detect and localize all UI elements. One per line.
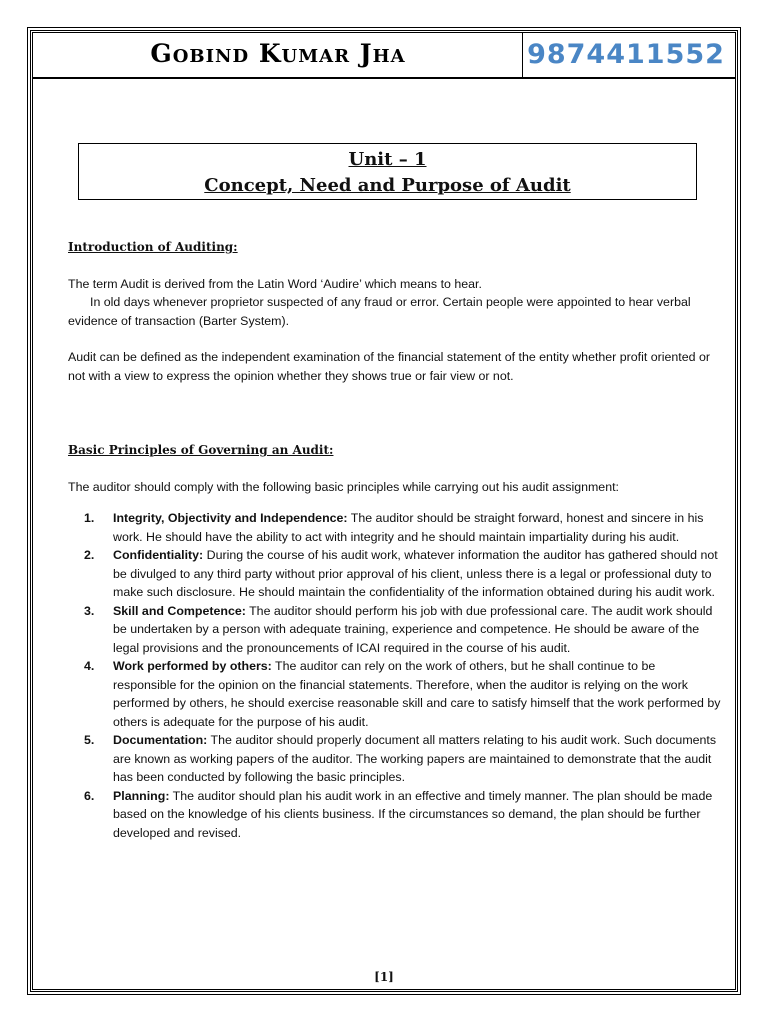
- document-body: [68, 238, 722, 842]
- list-item: [68, 546, 722, 602]
- item-term: Planning:: [113, 788, 170, 803]
- item-text: The auditor can rely on the work of others, but he shall continue to be responsible for the opinion on the financial statements. Therefore, when the auditor is relying on the work performed by others, he should exercise reasonable skill and care to satisfy himself that the work performed by others is adequate for the purpose of his audit.: [113, 659, 721, 729]
- item-number: 2.: [84, 548, 95, 562]
- item-number: 1.: [84, 511, 95, 525]
- list-item: [68, 509, 722, 546]
- author-name: Gobind Kumar Jha: [150, 39, 406, 68]
- unit-title: Unit – 1: [348, 149, 427, 170]
- item-term: Documentation:: [113, 733, 208, 747]
- item-number: 3.: [84, 603, 95, 618]
- item-number: 4.: [84, 659, 95, 673]
- page-header: [33, 33, 735, 79]
- intro-paragraph-3: Audit can be defined as the independent examination of the financial statement of the entity whether profit oriented or not with a view to express the opinion whether they shows true or fair view or not.: [68, 350, 710, 383]
- item-text: The auditor should plan his audit work in an effective and timely manner. The plan should be made based on the knowledge of his clients business. If the circumstances so demand, the plan should be further developed and revised.: [113, 788, 713, 840]
- intro-paragraph-1: The term Audit is derived from the Latin Word ‘Audire’ which means to hear.: [68, 276, 482, 291]
- list-item: [68, 657, 722, 731]
- principles-list: [68, 509, 722, 842]
- item-text: During the course of his audit work, whatever information the auditor has gathered should not be divulged to any third party without prior approval of his client, unless there is a legal or professional duty to make such disclosure. He should maintain the confidentiality of the information obtained during his audit work.: [113, 548, 718, 599]
- list-item: [68, 731, 722, 787]
- item-text: The auditor should properly document all matters relating to his audit work. Such documents are known as working papers of the auditor. The working papers are maintained to demonstrate that the audit has been conducted by following the basic principles.: [113, 733, 717, 784]
- item-term: Skill and Competence:: [113, 603, 246, 618]
- principles-lead: The auditor should comply with the following basic principles while carrying out his audit assignment:: [68, 479, 619, 494]
- list-item: [68, 787, 722, 843]
- chapter-title: Concept, Need and Purpose of Audit: [204, 175, 571, 196]
- intro-paragraph-2: In old days whenever proprietor suspected of any fraud or error. Certain people were appointed to hear verbal evidence of transaction (Barter System).: [68, 295, 691, 328]
- item-text: The auditor should be straight forward, honest and sincere in his work. He should have the ability to act with integrity and he should maintain impartiality during his audit.: [113, 511, 704, 544]
- page-number: [1]: [374, 970, 394, 984]
- item-term: Integrity, Objectivity and Independence:: [113, 511, 348, 525]
- principles-heading: Basic Principles of Governing an Audit:: [68, 443, 334, 457]
- phone-number: 9874411552: [527, 39, 725, 70]
- item-term: Work performed by others:: [113, 659, 272, 673]
- item-number: 6.: [84, 788, 95, 803]
- item-term: Confidentiality:: [113, 548, 204, 562]
- title-box: [78, 143, 697, 200]
- item-text: The auditor should perform his job with due professional care. The audit work should be undertaken by a person with adequate training, experience and competence. He should be aware of the legal provisions and the pronouncements of ICAI required in the course of his audit.: [113, 603, 713, 655]
- list-item: [68, 602, 722, 658]
- item-number: 5.: [84, 733, 95, 747]
- intro-heading: Introduction of Auditing:: [68, 240, 238, 254]
